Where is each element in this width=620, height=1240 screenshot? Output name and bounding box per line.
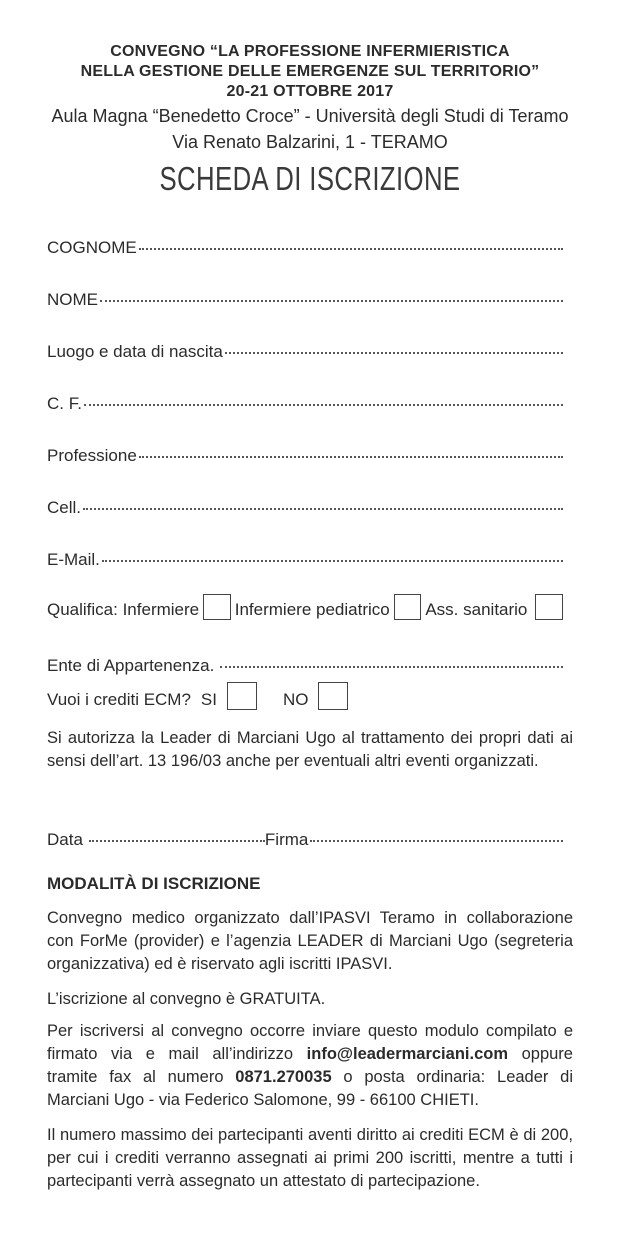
venue: Aula Magna “Benedetto Croce” - Università degli Studi di Teramo	[51, 106, 569, 126]
birth-field[interactable]	[47, 342, 563, 362]
modalita-paragraph-3	[47, 1020, 573, 1112]
modalita-paragraph-4: Il numero massimo dei partecipanti aventi diritto ai crediti ECM è di 200, per cui i crediti verranno assegnati ai primi 200 iscritti, mentre a tutti i partecipanti verrà assegnato un attestato di partecipazione.	[47, 1126, 573, 1190]
conference-dates: 20-21 OTTOBRE 2017	[226, 83, 394, 100]
qualifica-row	[47, 594, 567, 620]
p3-text-b: oppure tramite fax al numero	[47, 1045, 573, 1086]
address: Via Renato Balzarini, 1 - TERAMO	[172, 132, 448, 152]
ecm-si-checkbox[interactable]	[227, 682, 257, 710]
infermiere-pediatrico-label: Infermiere pediatrico	[234, 600, 390, 619]
cell-input-line[interactable]	[83, 507, 563, 510]
ass-sanitario-checkbox[interactable]	[535, 594, 563, 620]
cf-input-line[interactable]	[84, 403, 563, 406]
ecm-question: Vuoi i crediti ECM?	[47, 690, 191, 709]
privacy-consent: Si autorizza la Leader di Marciani Ugo al trattamento dei propri dati ai sensi dell’art. 13 196/03 anche per eventuali altri eventi organizzati.	[47, 729, 573, 770]
fax-number: 0871.270035	[235, 1068, 332, 1086]
data-input-line[interactable]	[89, 839, 265, 842]
cell-field[interactable]	[47, 498, 563, 518]
modalita-paragraph-1: Convegno medico organizzato dall’IPASVI Teramo in collaborazione con ForMe (provider) e l’agenzia LEADER di Marciani Ugo (segreteria organizzativa) ed è riservato agli iscritti IPASVI.	[47, 909, 573, 973]
ente-input-line[interactable]	[220, 665, 563, 668]
birth-input-line[interactable]	[225, 351, 563, 354]
professione-label: Professione	[47, 446, 137, 465]
nome-field[interactable]	[47, 290, 563, 310]
conference-title-line2: NELLA GESTIONE DELLE EMERGENZE SUL TERRITORIO”	[80, 63, 540, 80]
infermiere-checkbox[interactable]	[203, 594, 231, 620]
conference-title-line1: CONVEGNO “LA PROFESSIONE INFERMIERISTICA	[110, 43, 510, 60]
ecm-si-label: SI	[200, 690, 217, 709]
header	[0, 42, 620, 198]
birth-label: Luogo e data di nascita	[47, 342, 223, 361]
firma-input-line[interactable]	[310, 839, 563, 842]
modalita-heading: MODALITÀ DI ISCRIZIONE	[47, 874, 261, 893]
professione-field[interactable]	[47, 446, 563, 466]
page-title: SCHEDA DI ISCRIZIONE	[159, 160, 461, 197]
p3-text-c: o posta ordinaria: Leader di Marciani Ugo - via Federico Salomone, 99 - 66100 CHIETI.	[47, 1068, 574, 1109]
cognome-field[interactable]	[47, 238, 563, 258]
ecm-row	[47, 682, 567, 710]
ass-sanitario-label: Ass. sanitario	[425, 600, 528, 619]
professione-input-line[interactable]	[139, 455, 563, 458]
cognome-input-line[interactable]	[139, 247, 563, 250]
p3-text-a: Per iscriversi al convegno occorre inviare questo modulo compilato e firmato via e mail all’indirizzo	[47, 1022, 573, 1063]
infermiere-pediatrico-checkbox[interactable]	[394, 594, 422, 620]
ecm-no-label: NO	[282, 690, 309, 709]
ente-field[interactable]	[47, 656, 563, 676]
data-firma-row	[47, 830, 563, 850]
email-input-line[interactable]	[102, 559, 563, 562]
cf-label: C. F.	[47, 394, 82, 413]
nome-input-line[interactable]	[100, 299, 563, 302]
data-label: Data	[47, 830, 83, 849]
nome-label: NOME	[47, 290, 98, 309]
firma-label: Firma	[264, 830, 309, 849]
contact-email-link[interactable]: info@leadermarciani.com	[306, 1045, 508, 1063]
cognome-label: COGNOME	[47, 238, 137, 257]
cf-field[interactable]	[47, 394, 563, 414]
email-label: E-Mail.	[47, 550, 100, 569]
email-field[interactable]	[47, 550, 563, 570]
cell-label: Cell.	[47, 498, 82, 517]
modalita-paragraph-2: L’iscrizione al convegno è GRATUITA.	[47, 990, 326, 1008]
ecm-no-checkbox[interactable]	[318, 682, 348, 710]
qualifica-label: Qualifica: Infermiere	[47, 600, 200, 619]
ente-label: Ente di Appartenenza.	[47, 656, 215, 675]
